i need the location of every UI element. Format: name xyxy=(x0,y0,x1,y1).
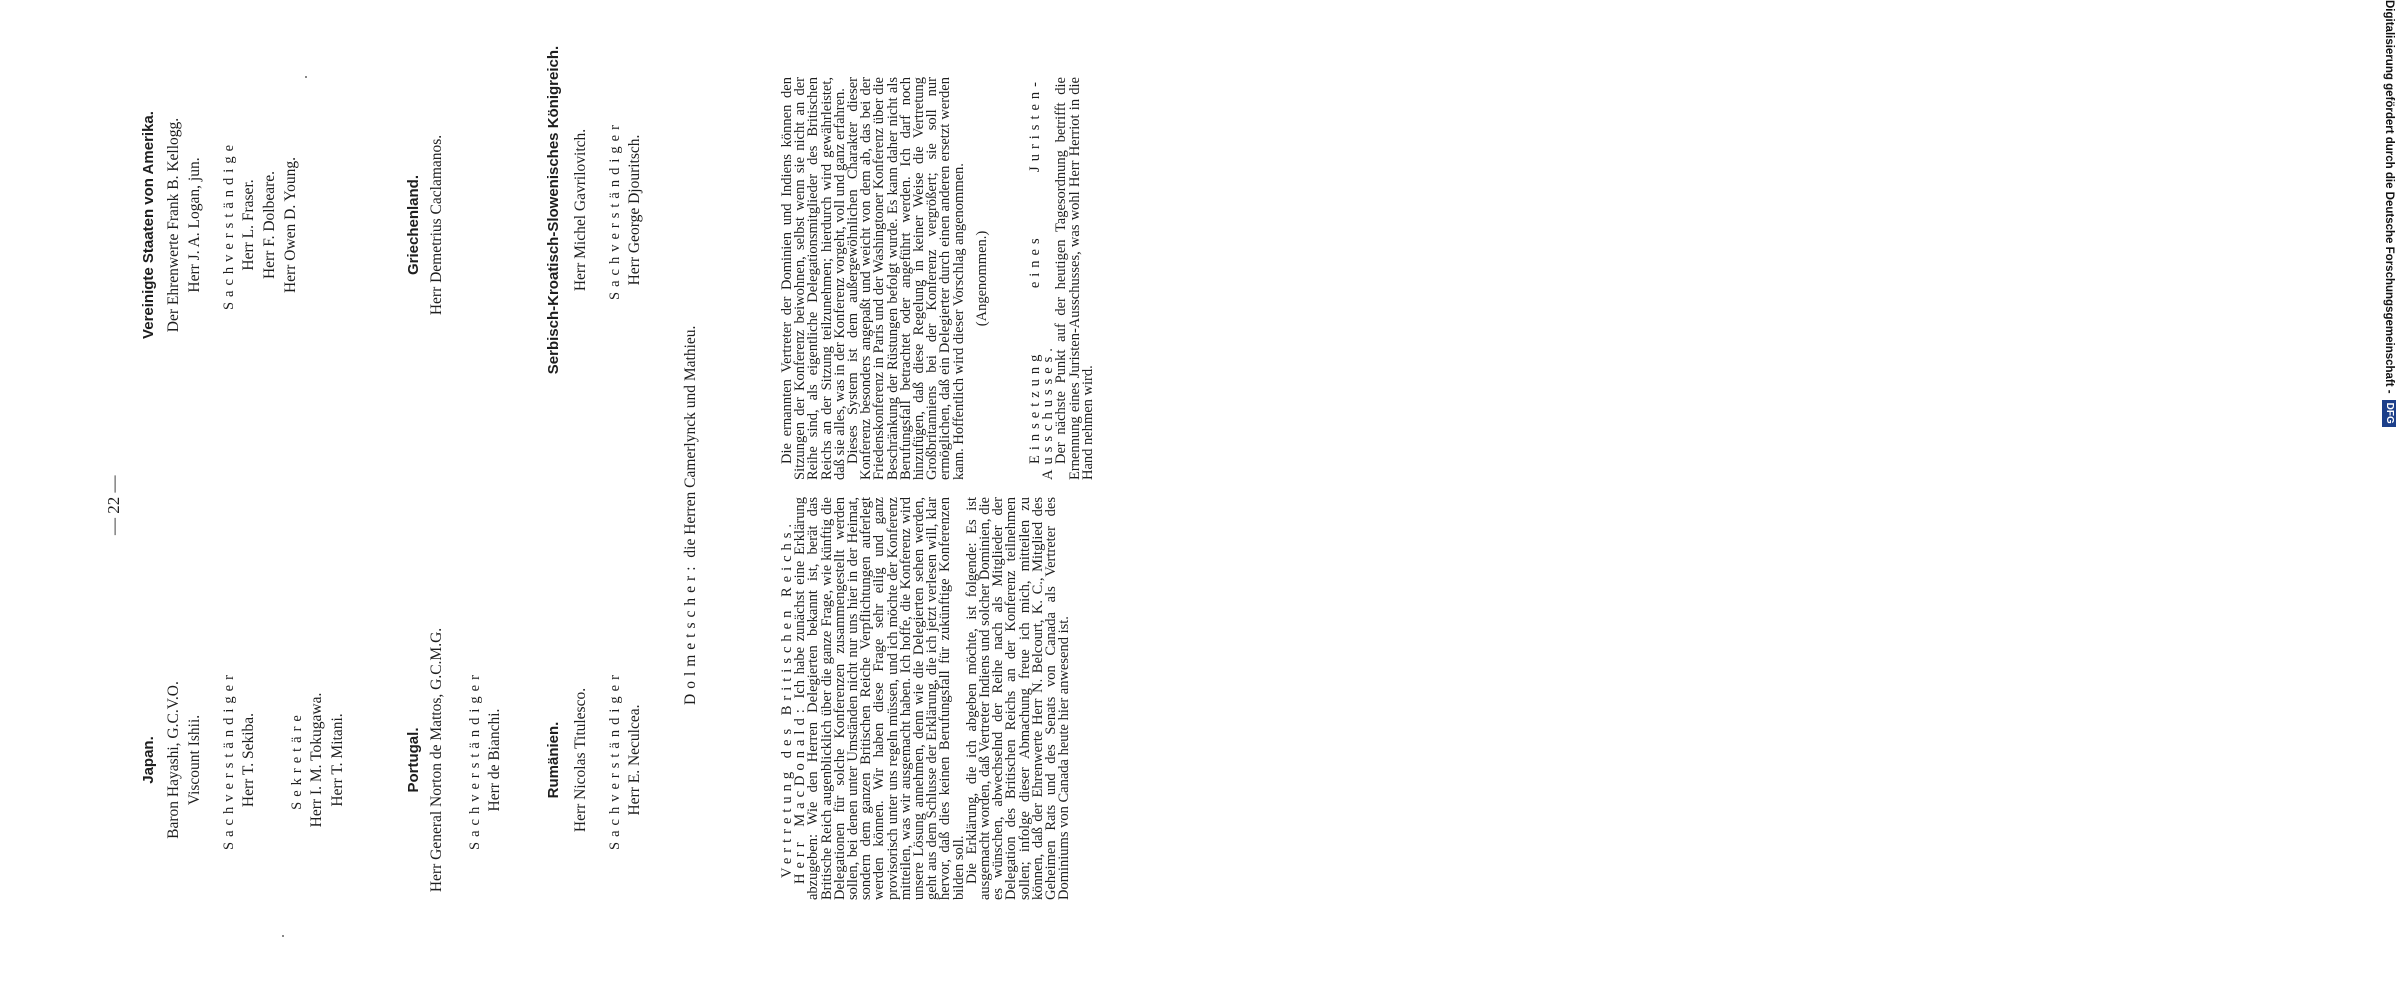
experts-label: Sachverständiger xyxy=(221,670,237,850)
paragraph: Dieses System ist dem außergewöhnlichen Charakter dieser Konferenz besonders angepaßt und weicht von dem ab, das bei der Friedenskonferenz in Paris und der Washingtoner Konferenz über die Beschränkung der Rüstungen befolgt wurde. Es kann daher nicht als Berufungsfall betrachtet oder angeführt werden. Ich darf noch hinzufügen, daß diese Regelung in keiner Weise die Vertretung Großbritanniens bei der Konferenz vergrößert; sie soll nur ermöglichen, daß ein Delegierter durch einen anderen ersetzt werden kann. Hoffentlich wird dieser Vorschlag angenommen. xyxy=(845,77,967,480)
secretary-line: Herr I. M. Tokugawa. xyxy=(308,692,325,828)
section-title: Japan. xyxy=(140,736,157,784)
digitization-notice-text xyxy=(2374,0,2404,1000)
delegate-line: Der Ehrenwerte Frank B. Kellogg. xyxy=(165,117,182,333)
section-romania xyxy=(545,610,645,910)
paragraph: Die Erklärung, die ich abgeben möchte, ist folgende: Es ist ausgemacht worden, daß Vertreter Indiens und solcher Dominien, die es wünschen, abwechselnd der Reihe nach als Mitglieder der Delegation des Britischen Reichs an der Konferenz teilnehmen sollen; infolge dieser Abmachung freue ich mich, mitteilen zu können, daß der Ehrenwerte Herr N. Belcourt, K. C., Mitglied des Geheimen Rats und des Senats von Canada als Vertreter des Dominiums von Canada heute hier anwesend ist. xyxy=(963,497,1073,900)
scan-speck xyxy=(282,935,284,937)
expert-line: Herr de Bianchi. xyxy=(486,708,503,812)
experts-label: Sachverständiger xyxy=(467,670,483,850)
interpreters-label: Dolmetscher: xyxy=(682,561,699,705)
secretary-line: Herr T. Mitani. xyxy=(329,713,346,807)
experts-label: Sachverständiger xyxy=(607,120,623,300)
expert-line: Herr Owen D. Young. xyxy=(282,156,299,294)
expert-line: Herr F. Dolbeare. xyxy=(261,170,278,280)
experts-label: Sachverständige xyxy=(221,139,237,311)
speaker-name: Herr MacDonald: xyxy=(792,704,809,884)
delegate-line: Herr Michel Gavrilovitch. xyxy=(572,128,589,292)
paragraph xyxy=(794,497,966,900)
section-title: Rumänien. xyxy=(545,721,562,799)
section-greece xyxy=(405,40,447,410)
section-heading: Vertretung des Britischen Reichs. xyxy=(779,518,795,879)
interpreters-text: die Herren Camerlynck und Mathieu. xyxy=(682,325,699,558)
delegate-line: Herr J. A. Logan, jun. xyxy=(186,157,203,293)
interpreters-line xyxy=(680,326,701,705)
dfg-logo: DFG xyxy=(2382,400,2396,427)
delegate-line: Viscount Ishii. xyxy=(186,714,203,806)
page-number: — 22 — xyxy=(104,475,123,535)
paragraph-text: Ich habe zunächst eine Erklärung abzugeben: Wie den Herren Delegierten bekannt ist, berät das Britische Reich augenblicklich über die ganze Frage, wie künftig die Delegationen für solche Konferenzen zusammengestellt werden sollen, bei denen unter Umständen nicht nur uns hier in der Heimat, sondern dem ganzen Britischen Reiche Verpflichtungen auferlegt werden können. Wir haben diese Frage sehr eilig und ganz provisorisch unter uns regeln müssen, und ich möchte der Konferenz mitteilen, was wir ausgemacht haben. Ich hoffe, die Konferenz wird unsere Lösung annehmen, denn wie die Delegierten sehen werden, geht aus dem Schlusse der Erklärung, die ich jetzt verlesen will, klar hervor, daß dies keinen Berufungsfall für zukünftige Konferenzen bilden soll. xyxy=(792,497,967,900)
text-column-right xyxy=(781,77,1095,480)
section-title: Serbisch-Kroatisch-Slowenisches Königreich. xyxy=(545,45,562,375)
expert-line: Herr T. Sekiba. xyxy=(240,712,257,808)
section-title: Griechenland. xyxy=(405,174,422,276)
text-column-left xyxy=(781,497,1071,900)
delegate-line: Herr Nicolas Titulesco. xyxy=(572,687,589,833)
accepted-note: (Angenommen.) xyxy=(973,230,990,327)
paragraph: Der nächste Punkt auf der heutigen Tagesordnung betrifft die Ernennung eines Juristen-Ausschusses, was wohl Herr Herriot in die Hand nehmen wird. xyxy=(1053,77,1096,480)
expert-line: Herr E. Neculcea. xyxy=(626,704,643,816)
expert-line: Herr L. Fraser. xyxy=(240,179,257,271)
section-title: Vereinigte Staaten von Amerika. xyxy=(140,111,157,339)
secretaries-label: Sekretäre xyxy=(289,710,305,810)
section-japan xyxy=(140,610,348,910)
section-usa xyxy=(140,40,301,410)
scan-speck xyxy=(305,76,307,78)
section-serbia xyxy=(545,10,645,410)
paragraph: Die ernannten Vertreter der Dominien und Indiens können den Sitzungen der Konferenz beiwohnen, selbst wenn sie nicht an der Reihe sind, als eigentliche Delegationsmitglieder des Britischen Reichs an der Sitzung teilzunehmen; hierdurch wird gewährleistet, daß sie alles, was in der Konferenz vorgeht, voll und ganz erfahren. xyxy=(779,77,848,480)
experts-label: Sachverständiger xyxy=(607,670,623,850)
section-heading: Einsetzung eines Juristen-Ausschusses. xyxy=(1027,77,1057,480)
section-portugal xyxy=(405,590,505,930)
expert-line: Herr George Djouritsch. xyxy=(626,134,643,286)
delegate-line: Baron Hayashi, G.C.V.O. xyxy=(165,681,182,839)
section-title: Portugal. xyxy=(405,727,422,793)
digitization-notice xyxy=(1404,0,2396,1000)
notice-text: Digitalisierung gefördert durch die Deutsche Forschungsgemeinschaft - xyxy=(2383,0,2395,394)
delegate-line: Herr General Norton de Mattos, G.C.M.G. xyxy=(428,627,445,893)
delegate-line: Herr Demetrius Caclamanos. xyxy=(428,134,445,316)
